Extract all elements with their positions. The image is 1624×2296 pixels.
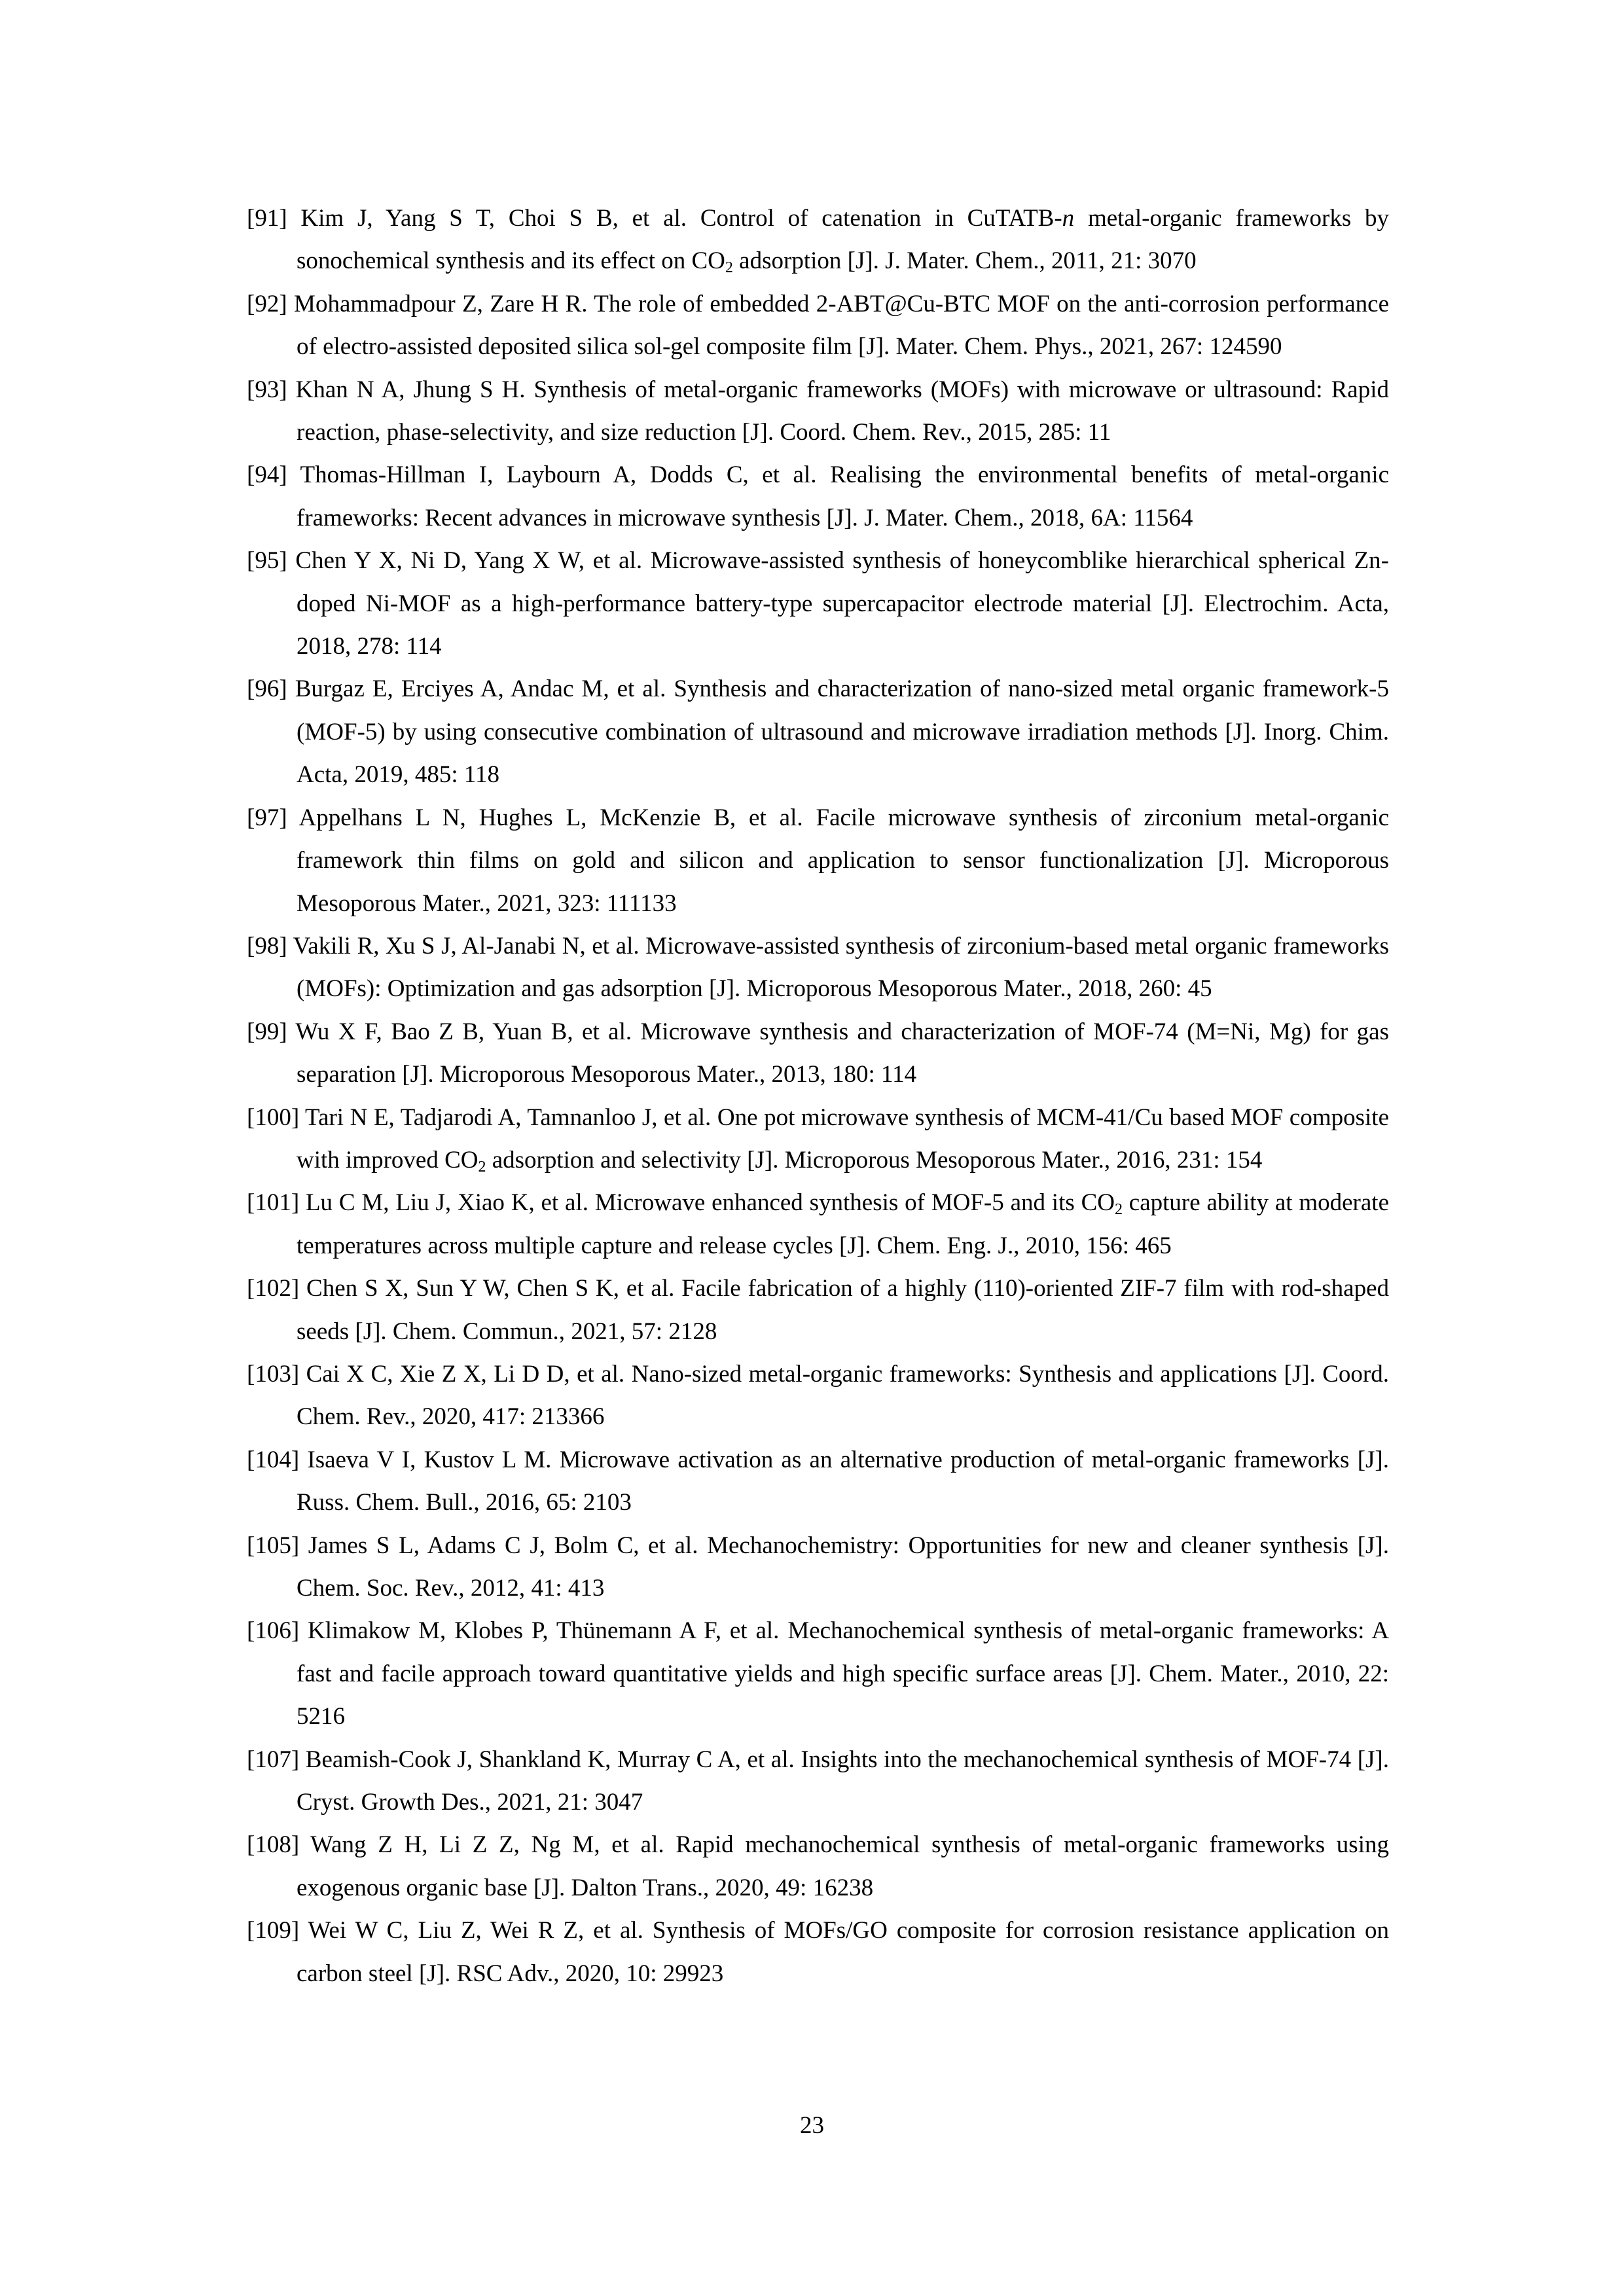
reference-text: [106] Klimakow M, Klobes P, Thünemann A F, et al. Mechanochemical synthesis of metal-organic frameworks: A fast and facile approach toward quantitative yields and high specific surface areas [J]. Chem. Mater., 2010, 22: 5216: [247, 1617, 1389, 1731]
reference-text: adsorption [J]. J. Mater. Chem., 2011, 21: 3070: [732, 247, 1197, 275]
reference-text: [100] Tari N E, Tadjarodi A, Tamnanloo J, et al. One pot microwave synthesis of MCM-41/Cu based MOF composite with improved CO: [247, 1103, 1389, 1174]
reference-text: [102] Chen S X, Sun Y W, Chen S K, et al. Facile fabrication of a highly (110)-oriented ZIF-7 film with rod-shaped seeds [J]. Chem. Commun., 2021, 57: 2128: [247, 1275, 1389, 1345]
reference-text: [101] Lu C M, Liu J, Xiao K, et al. Microwave enhanced synthesis of MOF-5 and its CO: [247, 1189, 1115, 1217]
reference-text: [99] Wu X F, Bao Z B, Yuan B, et al. Microwave synthesis and characterization of MOF-74 (M=Ni, Mg) for gas separation [J]. Microporous Mesoporous Mater., 2013, 180: 114: [247, 1018, 1389, 1088]
reference-text: [109] Wei W C, Liu Z, Wei R Z, et al. Synthesis of MOFs/GO composite for corrosion resistance application on carbon steel [J]. RSC Adv., 2020, 10: 29923: [247, 1917, 1389, 1987]
page-number: 23: [800, 2112, 824, 2139]
reference-text: [94] Thomas-Hillman I, Laybourn A, Dodds C, et al. Realising the environmental benefits of metal-organic frameworks: Recent advances in microwave synthesis [J]. J. Mater. Chem., 2018, 6A: 11564: [247, 461, 1389, 531]
reference-text: [98] Vakili R, Xu S J, Al-Janabi N, et al. Microwave-assisted synthesis of zirconium-based metal organic frameworks (MOFs): Optimization and gas adsorption [J]. Microporous Mesoporous Mater., 2018, 260: 45: [247, 932, 1389, 1003]
reference-entry: [247, 797, 1389, 925]
reference-text: [107] Beamish-Cook J, Shankland K, Murray C A, et al. Insights into the mechanochemical synthesis of MOF-74 [J]. Cryst. Growth Des., 2021, 21: 3047: [247, 1746, 1389, 1816]
reference-text: [91] Kim J, Yang S T, Choi S B, et al. Control of catenation in CuTATB-: [247, 205, 1062, 232]
reference-entry: [247, 1738, 1389, 1824]
reference-text: [108] Wang Z H, Li Z Z, Ng M, et al. Rapid mechanochemical synthesis of metal-organic frameworks using exogenous organic base [J]. Dalton Trans., 2020, 49: 16238: [247, 1831, 1389, 1901]
reference-entry: [247, 454, 1389, 539]
reference-entry: [247, 1524, 1389, 1610]
subscript: 2: [1114, 1201, 1123, 1219]
reference-text: metal-organic frameworks by sonochemical synthesis and its effect on CO: [297, 205, 1389, 275]
reference-text: [105] James S L, Adams C J, Bolm C, et al. Mechanochemistry: Opportunities for new and cleaner synthesis [J]. Chem. Soc. Rev., 2012, 41: 413: [247, 1532, 1389, 1602]
italic-text: n: [1062, 205, 1075, 232]
reference-entry: [247, 539, 1389, 668]
reference-text: [104] Isaeva V I, Kustov L M. Microwave activation as an alternative production of metal-organic frameworks [J]. Russ. Chem. Bull., 2016, 65: 2103: [247, 1446, 1389, 1516]
reference-entry: [247, 1181, 1389, 1267]
reference-entry: [247, 1439, 1389, 1524]
reference-text: [93] Khan N A, Jhung S H. Synthesis of metal-organic frameworks (MOFs) with microwave or ultrasound: Rapid reaction, phase-selectivity, and size reduction [J]. Coord. Chem. Rev., 2015, 285: 11: [247, 376, 1389, 446]
reference-text: [96] Burgaz E, Erciyes A, Andac M, et al. Synthesis and characterization of nano-sized metal organic framework-5 (MOF-5) by using consecutive combination of ultrasound and microwave irradiation methods [J]. Inorg. Chim. Acta, 2019, 485: 118: [247, 675, 1389, 789]
reference-text: [97] Appelhans L N, Hughes L, McKenzie B, et al. Facile microwave synthesis of zirconium metal-organic framework thin films on gold and silicon and application to sensor functionalization [J]. Microporous Mesoporous Mater., 2021, 323: 111133: [247, 804, 1389, 917]
reference-entry: [247, 1267, 1389, 1353]
reference-entry: [247, 1823, 1389, 1909]
reference-entry: [247, 1096, 1389, 1182]
reference-list: [247, 197, 1389, 1995]
subscript: 2: [725, 259, 733, 277]
subscript: 2: [478, 1158, 486, 1175]
reference-entry: [247, 197, 1389, 283]
reference-entry: [247, 368, 1389, 454]
reference-text: capture ability at moderate temperatures across multiple capture and release cycles [J]. Chem. Eng. J., 2010, 156: 465: [297, 1189, 1390, 1259]
reference-text: adsorption and selectivity [J]. Microporous Mesoporous Mater., 2016, 231: 154: [486, 1146, 1263, 1174]
reference-entry: [247, 1609, 1389, 1738]
reference-text: [92] Mohammadpour Z, Zare H R. The role of embedded 2-ABT@Cu-BTC MOF on the anti-corrosion performance of electro-assisted deposited silica sol-gel composite film [J]. Mater. Chem. Phys., 2021, 267: 124590: [247, 290, 1389, 361]
reference-entry: [247, 1011, 1389, 1096]
reference-text: [95] Chen Y X, Ni D, Yang X W, et al. Microwave-assisted synthesis of honeycomblike hierarchical spherical Zn-doped Ni-MOF as a high-performance battery-type supercapacitor electrode material [J]. Electrochim. Acta, 2018, 278: 114: [247, 547, 1389, 660]
reference-entry: [247, 283, 1389, 368]
reference-entry: [247, 668, 1389, 796]
reference-entry: [247, 1909, 1389, 1995]
reference-text: [103] Cai X C, Xie Z X, Li D D, et al. Nano-sized metal-organic frameworks: Synthesis and applications [J]. Coord. Chem. Rev., 2020, 417: 213366: [247, 1360, 1389, 1431]
reference-entry: [247, 925, 1389, 1011]
reference-entry: [247, 1353, 1389, 1439]
